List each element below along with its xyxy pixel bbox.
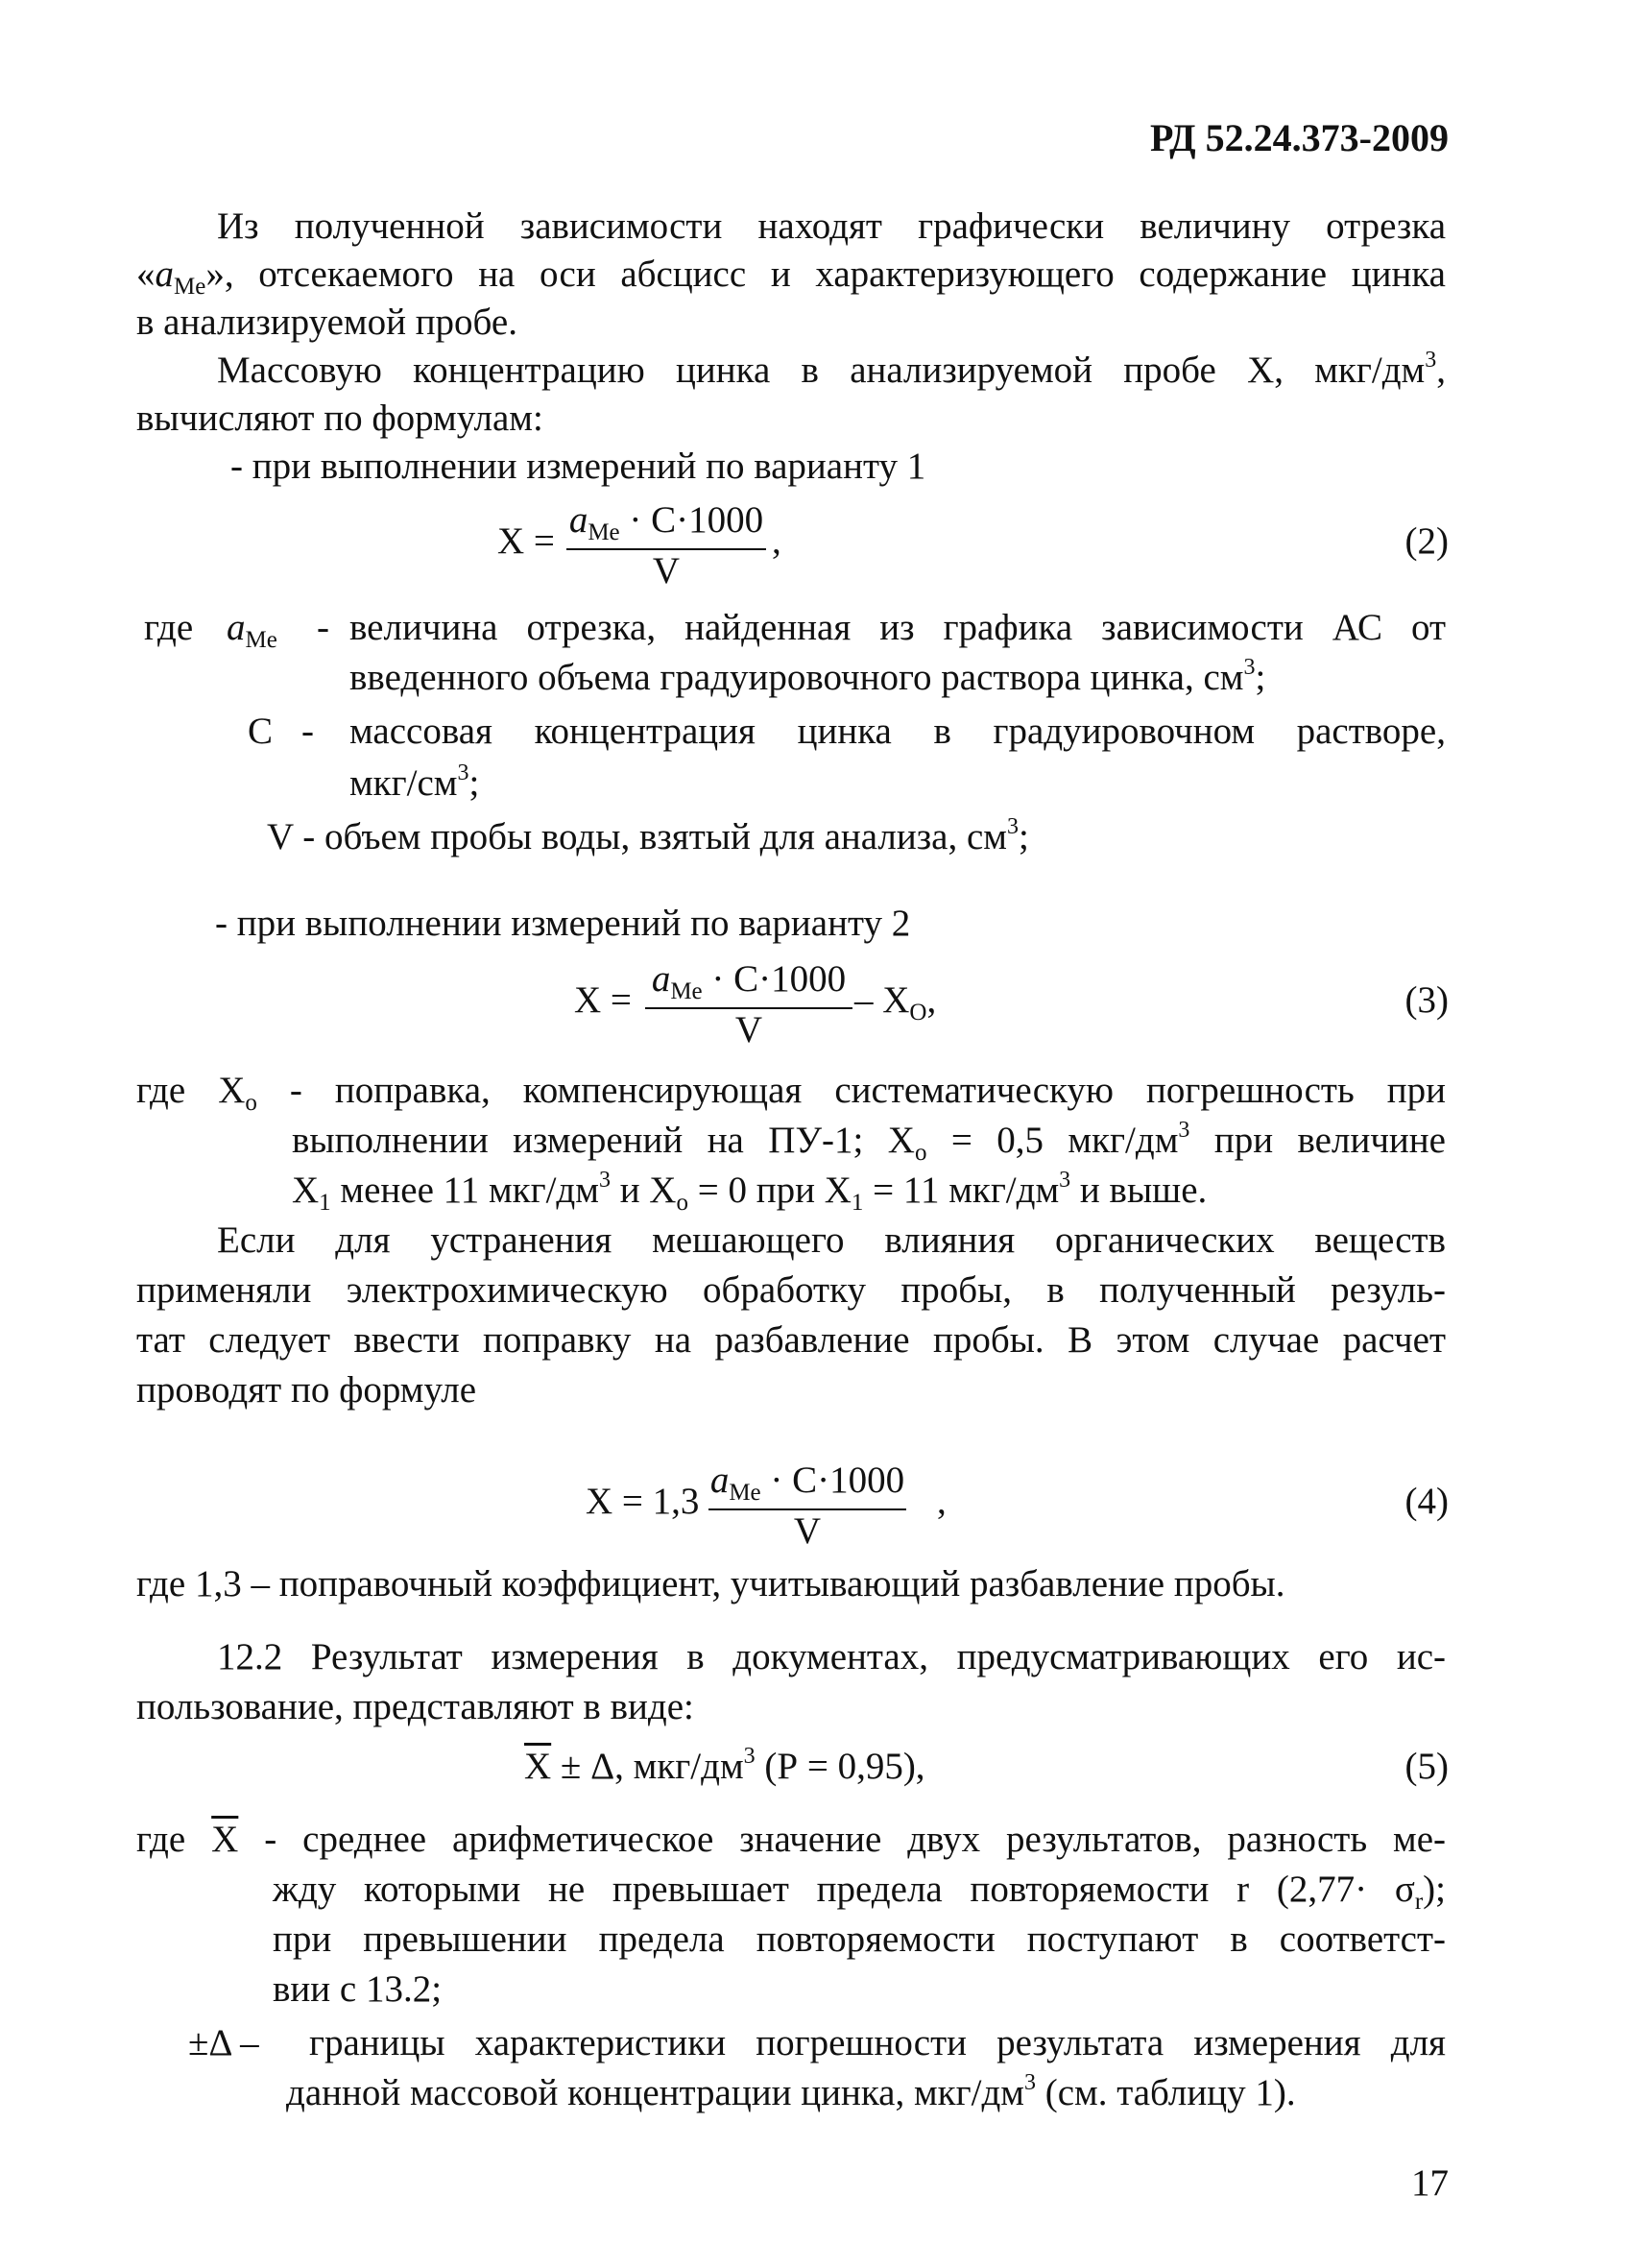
symbol-a-me: $a_{Me}$ bbox=[227, 607, 277, 653]
formula4-lhs: X = 1,3 bbox=[586, 1481, 700, 1522]
formula4-number: (4) bbox=[1404, 1481, 1449, 1522]
page-number: 17 bbox=[1411, 2162, 1449, 2204]
para3-line3: тат следует ввести поправку на разбавление пробы. В этом случае расчет bbox=[136, 1319, 1446, 1361]
def-coefficient: где 1,3 – поправочный коэффициент, учитывающий разбавление пробы. bbox=[136, 1563, 1285, 1604]
where-label: где bbox=[144, 607, 194, 648]
para3-line1: Если для устранения мешающего влияния органических веществ bbox=[217, 1219, 1446, 1261]
formula4-fraction: $a_{Me} \cdot C\cdot 1000$ V bbox=[709, 1460, 905, 1552]
formula2-lhs: X = bbox=[497, 520, 555, 562]
section-12-2-line1: 12.2 Результат измерения в документах, предусматривающих его ис- bbox=[217, 1636, 1446, 1677]
def-xbar-line2: жду которыми не превышает предела повторяемости r $(2,77\cdot \sigma_r)$; bbox=[273, 1869, 1446, 1915]
para2-line1: Массовую концентрацию цинка в анализируемой пробе X, мкг/$дм^3$, bbox=[217, 348, 1446, 391]
para2-line2: вычисляют по формулам: bbox=[136, 398, 543, 439]
formula3-fraction: $a_{Me} \cdot C\cdot 1000$ V bbox=[645, 956, 852, 1051]
def-xbar-line1: где $\overline{X}$ - среднее арифметическое значение двух результатов, разность ме- bbox=[136, 1819, 1447, 1860]
dash-c: - bbox=[301, 711, 314, 752]
def-a-line2: введенного объема градуировочного раствора цинка, $см^3$; bbox=[349, 655, 1266, 698]
formula3-correction: – $X_O$, bbox=[854, 979, 937, 1025]
para1-line3: в анализируемой пробе. bbox=[136, 302, 517, 343]
variant1-label: - при выполнении измерений по варианту 1 bbox=[230, 446, 926, 487]
def-xbar-line4: вии с 13.2; bbox=[273, 1968, 443, 2010]
dash-a: - bbox=[317, 607, 329, 648]
def-c-line2: мкг/$см^3$; bbox=[349, 760, 480, 804]
def-x0-line2: выполнении измерений на ПУ-1; $X_о = 0,5$ мкг/$дм^3$ при величине bbox=[292, 1118, 1446, 1166]
para3-line2: применяли электрохимическую обработку пробы, в полученный резуль- bbox=[136, 1269, 1446, 1311]
para1-line2: «$a_{Me}$», отсекаемого на оси абсцисс и характеризующего содержание цинка bbox=[136, 253, 1446, 300]
para3-line4: проводят по формуле bbox=[136, 1369, 477, 1411]
def-a-line1: величина отрезка, найденная из графика зависимости АС от bbox=[349, 607, 1446, 648]
def-v: V - объем пробы воды, взятый для анализа, $см^3$; bbox=[267, 814, 1029, 857]
def-xbar-line3: при превышении предела повторяемости поступают в соответст- bbox=[273, 1918, 1446, 1960]
formula3-number: (3) bbox=[1404, 979, 1449, 1021]
def-x0-line3: $X_1$ менее 11 мкг/$дм^3$ и $X_о = 0$ при $X_1 = 11$ мкг/$дм^3$ и выше. bbox=[292, 1168, 1208, 1216]
symbol-delta: ±Δ – bbox=[188, 2022, 259, 2063]
formula5: $\overline{X} \pm \Delta$, мкг/$дм^3$ (Р = 0,95), bbox=[524, 1744, 925, 1787]
def-x0-line1: где $X_о$ - поправка, компенсирующая систематическую погрешность при bbox=[136, 1070, 1446, 1116]
def-c-line1: массовая концентрация цинка в градуировочном растворе, bbox=[349, 711, 1446, 752]
def-delta-line2: данной массовой концентрации цинка, мкг/$дм^3$ (см. таблицу 1). bbox=[286, 2070, 1296, 2113]
formula2-fraction: $a_{Me} \cdot C\cdot 1000$ V bbox=[566, 497, 766, 592]
para1-line1: Из полученной зависимости находят графически величину отрезка bbox=[217, 205, 1446, 247]
formula2-number: (2) bbox=[1404, 520, 1449, 562]
formula2-comma: , bbox=[772, 520, 781, 562]
section-12-2-line2: пользование, представляют в виде: bbox=[136, 1686, 694, 1727]
document-code: РД 52.24.373-2009 bbox=[1150, 116, 1449, 159]
symbol-c: C bbox=[248, 711, 274, 752]
formula5-number: (5) bbox=[1404, 1746, 1449, 1787]
def-delta-line1: границы характеристики погрешности результата измерения для bbox=[309, 2022, 1446, 2063]
formula3-lhs: X = bbox=[574, 979, 632, 1021]
variant2-label: - при выполнении измерений по варианту 2 bbox=[215, 903, 911, 944]
formula4-comma: , bbox=[937, 1481, 947, 1522]
